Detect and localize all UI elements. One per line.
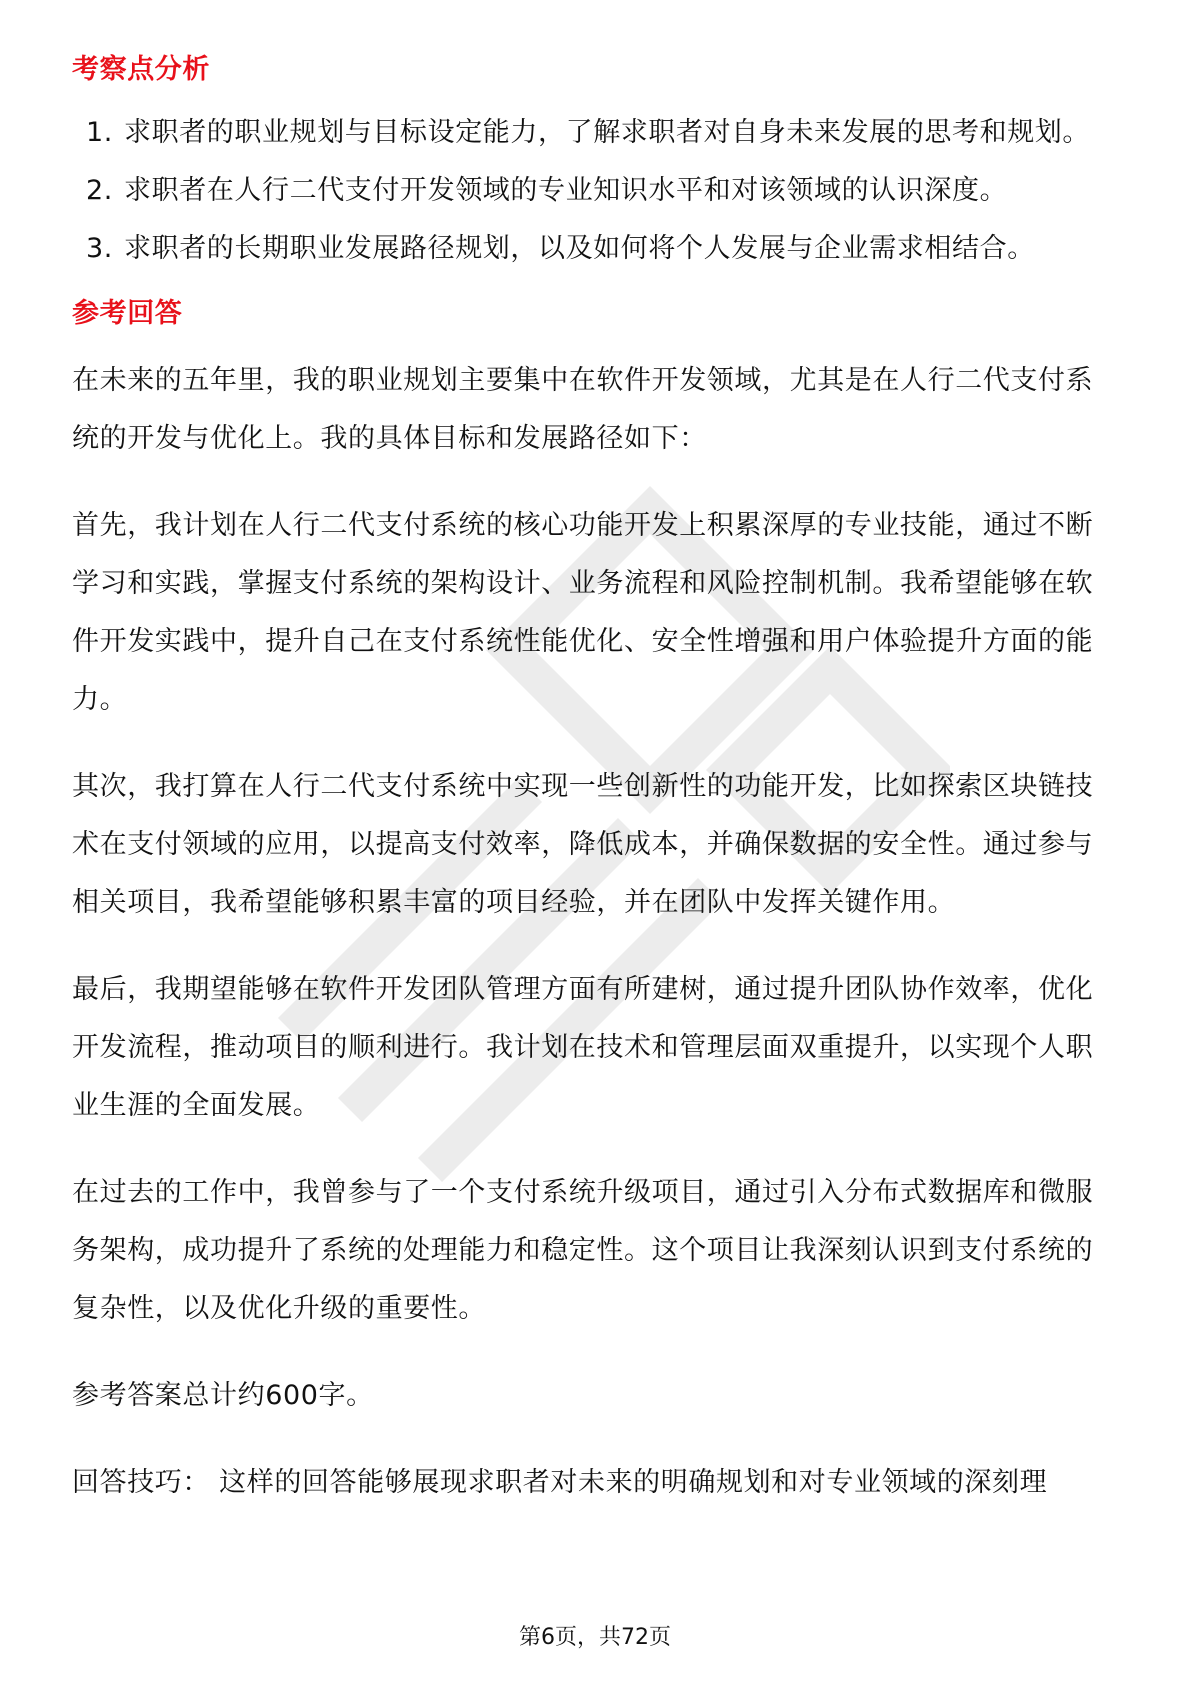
list-number: 3. xyxy=(86,233,113,264)
list-number: 2. xyxy=(86,175,113,206)
paragraph: 在过去的工作中，我曾参与了一个支付系统升级项目，通过引入分布式数据库和微服务架构，成功提升了系统的处理能力和稳定性。这个项目让我深刻认识到支付系统的复杂性，以及优化升级的重要性。 xyxy=(72,1177,1094,1324)
list-item xyxy=(72,220,1112,278)
paragraph: 参考答案总计约600字。 xyxy=(72,1380,374,1411)
list-text: 求职者在人行二代支付开发领域的专业知识水平和对该领域的认识深度。 xyxy=(124,175,1008,206)
paragraph: 回答技巧： 这样的回答能够展现求职者对未来的明确规划和对专业领域的深刻理 xyxy=(72,1467,1048,1498)
analysis-list xyxy=(72,104,1112,278)
document-body xyxy=(72,46,1112,1541)
list-item xyxy=(72,104,1112,162)
list-text: 求职者的长期职业发展路径规划，以及如何将个人发展与企业需求相结合。 xyxy=(124,233,1035,264)
paragraph: 在未来的五年里，我的职业规划主要集中在软件开发领域，尤其是在人行二代支付系统的开发与优化上。我的具体目标和发展路径如下： xyxy=(72,365,1094,454)
section-heading-analysis: 考察点分析 xyxy=(72,54,210,85)
list-text: 求职者的职业规划与目标设定能力，了解求职者对自身未来发展的思考和规划。 xyxy=(124,117,1090,148)
page-number: 第6页，共72页 xyxy=(519,1625,671,1650)
paragraph: 最后，我期望能够在软件开发团队管理方面有所建树，通过提升团队协作效率，优化开发流程，推动项目的顺利进行。我计划在技术和管理层面双重提升，以实现个人职业生涯的全面发展。 xyxy=(72,974,1094,1121)
list-item xyxy=(72,162,1112,220)
paragraph: 其次，我打算在人行二代支付系统中实现一些创新性的功能开发，比如探索区块链技术在支付领域的应用，以提高支付效率，降低成本，并确保数据的安全性。通过参与相关项目，我希望能够积累丰富的项目经验，并在团队中发挥关键作用。 xyxy=(72,771,1094,918)
list-number: 1. xyxy=(86,117,113,148)
section-heading-answer: 参考回答 xyxy=(72,298,183,329)
paragraph: 首先，我计划在人行二代支付系统的核心功能开发上积累深厚的专业技能，通过不断学习和实践，掌握支付系统的架构设计、业务流程和风险控制机制。我希望能够在软件开发实践中，提升自己在支付系统性能优化、安全性增强和用户体验提升方面的能力。 xyxy=(72,510,1094,715)
